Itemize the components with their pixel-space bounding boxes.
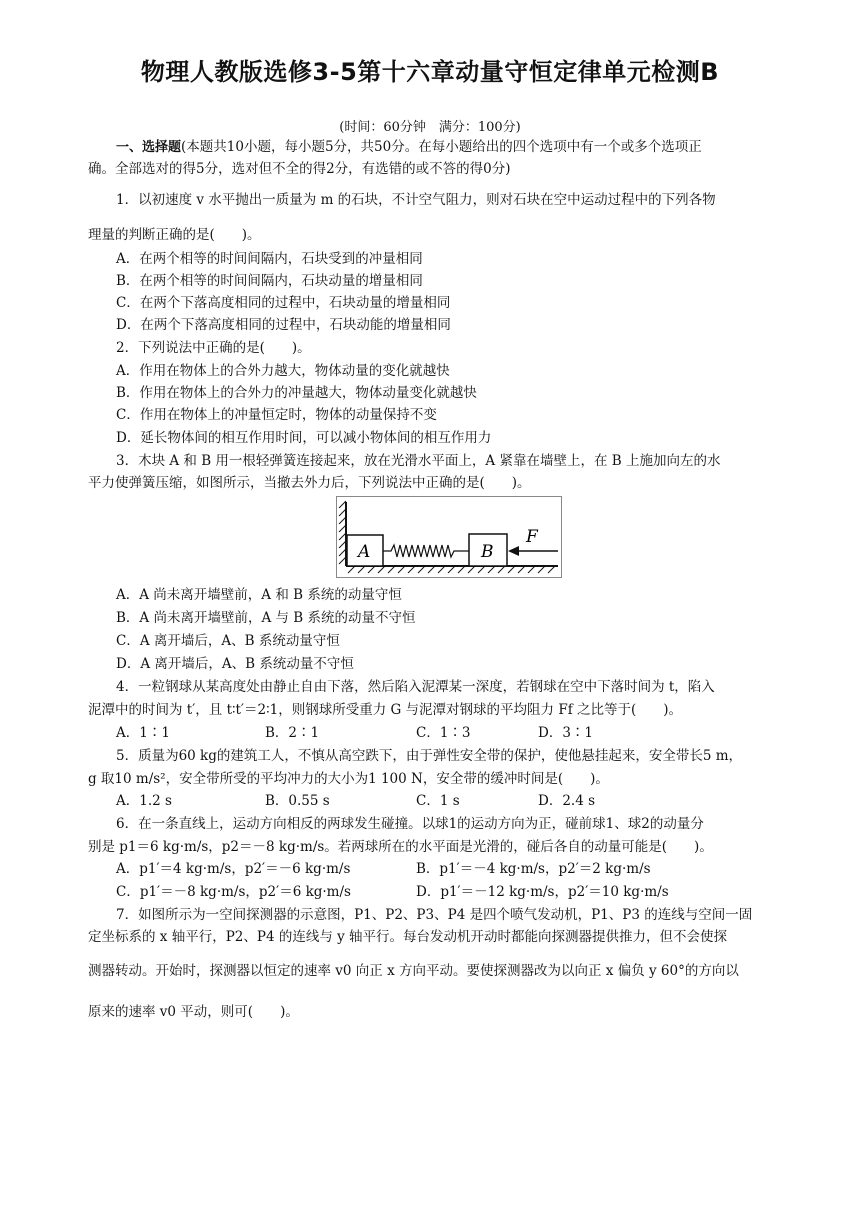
- q5-stem-line2: g 取10 m/s²，安全带所受的平均冲力的大小为1 100 N，安全带的缓冲时间是( )。: [88, 771, 609, 787]
- q2-stem: 2．下列说法中正确的是( )。: [116, 340, 311, 356]
- force-arrow-head: [508, 546, 519, 556]
- q5-option-d: D．2.4 s: [538, 793, 596, 809]
- force-label: F: [526, 527, 538, 547]
- q2-option-a: A．作用在物体上的合外力越大，物体动量的变化就越快: [116, 363, 450, 379]
- q2-option-d: D．延长物体间的相互作用时间，可以减小物体间的相互作用力: [116, 430, 492, 446]
- q4-option-d: D．3∶1: [538, 725, 594, 741]
- q1-option-c: C．在两个下落高度相同的过程中，石块动量的增量相同: [116, 295, 451, 311]
- q3-stem-line2: 平力使弹簧压缩，如图所示，当撤去外力后，下列说法中正确的是( )。: [88, 475, 531, 491]
- q4-option-c: C．1∶3: [416, 725, 471, 741]
- q2-option-b: B．作用在物体上的合外力的冲量越大，物体动量变化就越快: [116, 385, 477, 401]
- q3-option-b: B．A 尚未离开墙壁前，A 与 B 系统的动量不守恒: [116, 610, 416, 626]
- q1-stem-line2: 理量的判断正确的是( )。: [88, 227, 261, 243]
- q6-option-c: C．p1′＝－8 kg·m/s，p2′＝6 kg·m/s: [116, 884, 351, 900]
- q7-stem-line4: 原来的速率 v0 平动，则可( )。: [88, 1004, 299, 1020]
- q6-stem-line2: 别是 p1＝6 kg·m/s，p2＝－8 kg·m/s。若两球所在的水平面是光滑的，碰后各自的动量可能是( )。: [88, 839, 713, 855]
- spring: [383, 545, 469, 557]
- q2-option-c: C．作用在物体上的冲量恒定时，物体的动量保持不变: [116, 407, 437, 423]
- q4-option-b: B．2∶1: [265, 725, 320, 741]
- q5-option-c: C．1 s: [416, 793, 460, 809]
- q5-stem-line1: 5．质量为60 kg的建筑工人，不慎从高空跌下，由于弹性安全带的保护，使他悬挂起来，安全带长5 m，: [116, 748, 743, 764]
- wall-hatching: [339, 501, 346, 564]
- q1-option-d: D．在两个下落高度相同的过程中，石块动能的增量相同: [116, 317, 451, 333]
- exam-info: (时间：60分钟 满分：100分): [339, 120, 521, 135]
- section-intro-line2: 确。全部选对的得5分，选对但不全的得2分，有选错的或不答的得0分): [88, 161, 511, 177]
- q1-option-b: B．在两个相等的时间间隔内，石块动量的增量相同: [116, 273, 423, 289]
- section-intro-line1: [116, 137, 702, 158]
- q3-stem-line1: 3．木块 A 和 B 用一根轻弹簧连接起来，放在光滑水平面上，A 紧靠在墙壁上，在 B 上施加向左的水: [116, 453, 721, 469]
- q1-stem-line1: 1．以初速度 v 水平抛出一质量为 m 的石块，不计空气阻力，则对石块在空中运动过程中的下列各物: [116, 192, 716, 208]
- q6-option-b: B．p1′＝－4 kg·m/s，p2′＝2 kg·m/s: [416, 861, 651, 877]
- page-title: 物理人教版选修3-5第十六章动量守恒定律单元检测B: [140, 58, 720, 86]
- section-intro-text: (本题共10小题，每小题5分，共50分。在每小题给出的四个选项中有一个或多个选项正: [181, 139, 702, 155]
- floor-hatching: [348, 566, 555, 573]
- block-b-label: B: [481, 542, 494, 562]
- q6-option-a: A．p1′＝4 kg·m/s，p2′＝－6 kg·m/s: [116, 861, 351, 877]
- q3-option-c: C．A 离开墙后，A、B 系统动量守恒: [116, 633, 340, 649]
- q3-option-a: A．A 尚未离开墙壁前，A 和 B 系统的动量守恒: [116, 587, 402, 603]
- q1-option-a: A．在两个相等的时间间隔内，石块受到的冲量相同: [116, 251, 423, 267]
- q5-option-a: A．1.2 s: [116, 793, 172, 809]
- q6-stem-line1: 6．在一条直线上，运动方向相反的两球发生碰撞。以球1的运动方向为正，碰前球1、球2的动量分: [116, 816, 704, 832]
- block-a-label: A: [358, 542, 371, 562]
- q3-option-d: D．A 离开墙后，A、B 系统动量不守恒: [116, 656, 354, 672]
- spring-blocks-figure: [336, 496, 562, 578]
- q7-stem-line3: 测器转动。开始时，探测器以恒定的速率 v0 向正 x 方向平动。要使探测器改为以向正 x 偏负 y 60°的方向以: [88, 963, 739, 979]
- q6-option-d: D．p1′＝－12 kg·m/s，p2′＝10 kg·m/s: [416, 884, 669, 900]
- q7-stem-line2: 定坐标系的 x 轴平行，P2、P4 的连线与 y 轴平行。每台发动机开动时都能向探测器提供推力，但不会使探: [88, 929, 728, 945]
- q7-stem-line1: 7．如图所示为一空间探测器的示意图，P1、P2、P3、P4 是四个喷气发动机，P1、P3 的连线与空间一固: [116, 907, 753, 923]
- q5-option-b: B．0.55 s: [265, 793, 330, 809]
- section-heading: 一、选择题: [116, 140, 182, 155]
- q4-stem-line1: 4．一粒钢球从某高度处由静止自由下落，然后陷入泥潭某一深度，若钢球在空中下落时间为 t，陷入: [116, 679, 715, 695]
- q4-option-a: A．1∶1: [116, 725, 170, 741]
- q4-stem-line2: 泥潭中的时间为 t′，且 t∶t′＝2∶1，则钢球所受重力 G 与泥潭对钢球的平均阻力 Ff 之比等于( )。: [88, 702, 683, 718]
